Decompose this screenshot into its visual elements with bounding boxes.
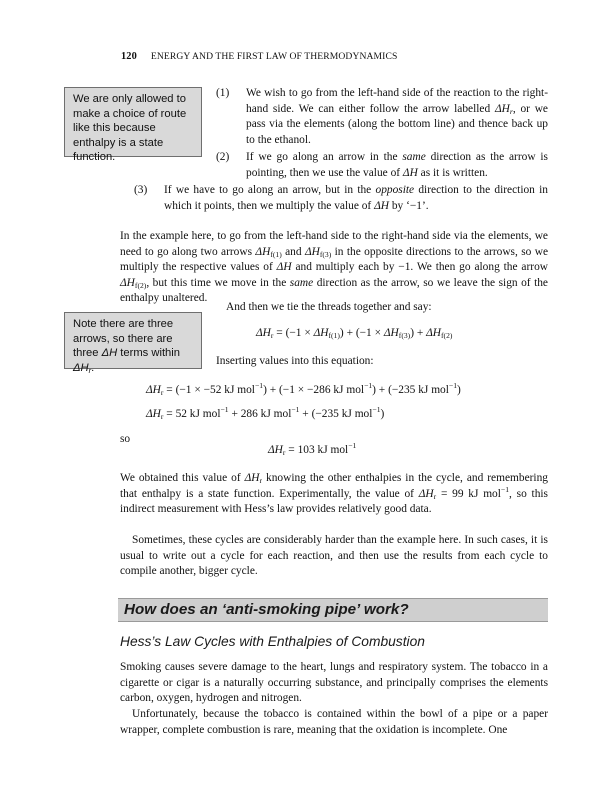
- threads-line: And then we tie the threads together and say:: [226, 301, 432, 313]
- example-paragraph: In the example here, to go from the left-hand side to the right-hand side via the elements, we need to go along two arrows $\Delta H_{f(1)}$ and $\Delta H_{f(3)}$ in the opposite directions to the arrows, so we multiply the respective values of ΔH and multiply each by −1. We then go along the arrow $\Delta H_{f(2)}$, but this time we move in the same direction as the arrow, so we leave the sign of the enthalpy unaltered.: [120, 230, 548, 305]
- section-title: How does an ‘anti-smoking pipe’ work?: [124, 601, 409, 618]
- rule-number: (3): [134, 184, 148, 196]
- obtained-paragraph: We obtained this value of $\Delta H_r$ knowing the other enthalpies in the cycle, and remembering that enthalpy is a state function. Experimentally, the value of $\Delta H_r = 99$ kJ mol$^{-1}$, so this indirect measurement with Hess’s law provides relatively good data.: [120, 472, 548, 516]
- rule-number: (1): [216, 87, 230, 99]
- rule-text: If we go along an arrow in the same direction as the arrow is pointing, then we use the value of ΔH as it is written.: [246, 151, 548, 179]
- subsection-title: Hess’s Law Cycles with Enthalpies of Combustion: [120, 634, 425, 649]
- smoking-paragraph: Smoking causes severe damage to the heart, lungs and respiratory system. The tobacco in a cigarette or cigar is a naturally occurring substance, and principally comprises the elements carbon, oxygen, hydrogen and nitrogen.: [120, 661, 548, 705]
- margin-note-three-arrows: Note there are three arrows, so there are three ΔH terms within $\Delta H_r$.: [64, 312, 202, 369]
- rule-number: (2): [216, 151, 230, 164]
- margin-note-text: We are only allowed to make a choice of route like this because enthalpy is a state function.: [73, 93, 187, 164]
- rule-1: [216, 86, 548, 148]
- rules-list-lower: [134, 183, 548, 214]
- sometimes-paragraph: Sometimes, these cycles are considerably harder than the example here. In such cases, it is usual to write out a cycle for each reaction, and then use the results from each cycle to compile another, bigger cycle.: [120, 534, 548, 578]
- page-number: 120: [121, 51, 137, 62]
- rule-text: We wish to go from the left-hand side of the reaction to the right-hand side. We can either follow the arrow labelled $\Delta H_r$, or we pass via the elements (along the bottom line) and thence back up to the ethanol.: [246, 87, 548, 146]
- unfortunately-paragraph: Unfortunately, because the tobacco is contained within the bowl of a pipe or a paper wrapper, complete combustion is rare, meaning that the oxidation is incomplete. One: [120, 708, 548, 736]
- inserting-line: Inserting values into this equation:: [216, 355, 374, 367]
- equation-values-line-1: $\Delta H_r = (-1 \times -52$ kJ mol$^{-1}$) + (−1 × −286 kJ mol$^{-1}$) + (−235 kJ mol$^{-1}$): [146, 381, 461, 397]
- rules-list-upper: [216, 86, 548, 182]
- equation-values-line-2: $\Delta H_r = 52$ kJ mol$^{-1}$ + 286 kJ mol$^{-1}$ + (−235 kJ mol$^{-1}$): [146, 405, 385, 421]
- rule-text: If we have to go along an arrow, but in the opposite direction to the direction in which it points, then we multiply the value of ΔH by ‘−1’.: [164, 184, 548, 212]
- so-label: so: [120, 433, 131, 445]
- section-heading-bar: [118, 598, 548, 622]
- rule-3: [134, 183, 548, 214]
- rule-2: [216, 150, 548, 181]
- equation-hess-sum: $\Delta H_r = (-1 \times \Delta H_{f(1)}) + (-1 \times \Delta H_{f(3)}) + \Delta H_{f(2)}$: [256, 327, 453, 340]
- equation-result: $\Delta H_r = 103$ kJ mol$^{-1}$: [268, 441, 357, 457]
- running-title: ENERGY AND THE FIRST LAW OF THERMODYNAMICS: [150, 51, 398, 62]
- running-header: [121, 51, 397, 62]
- margin-note-state-function: [64, 87, 202, 164]
